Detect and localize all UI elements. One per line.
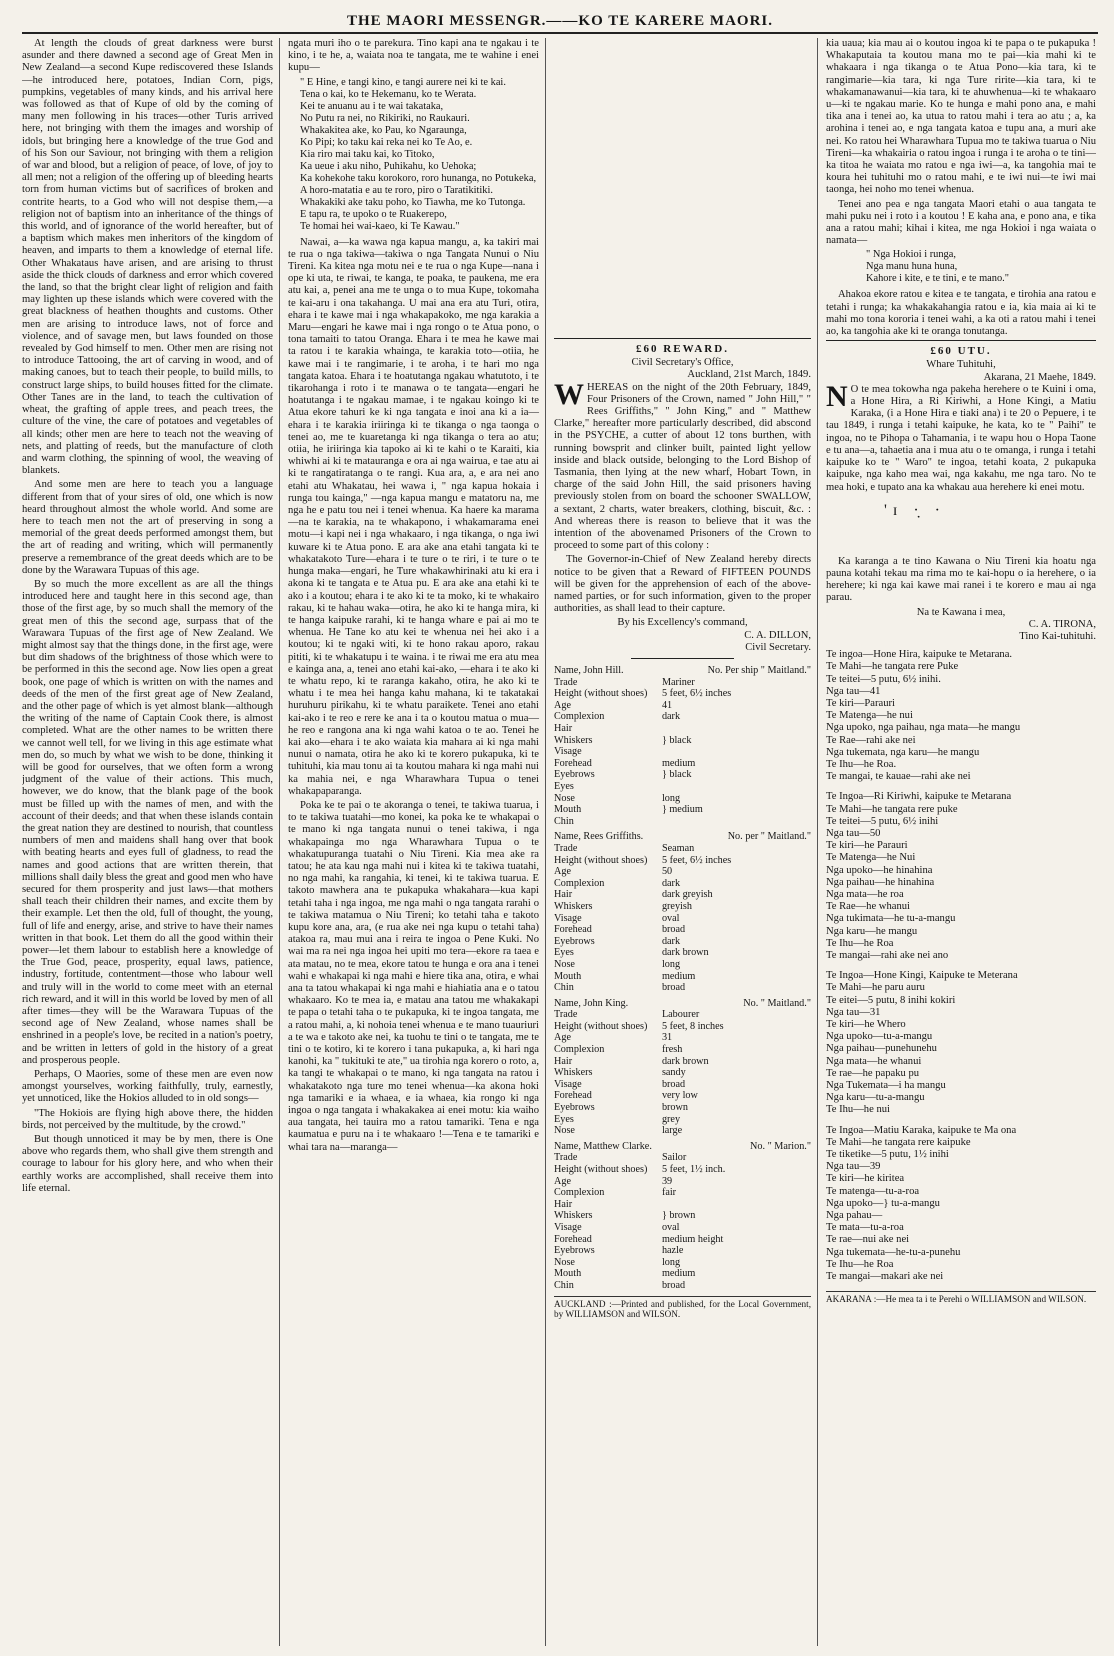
description-field: Mouth <box>554 970 582 982</box>
reward-body-text: HEREAS on the night of the 20th February, 1849, Four Prisoners of the Crown, named " John Hill," " Rees Griffiths," " John King," and " Matthew Clarke," hereafter more particularly described, did abscond in the PSYCHE, a cutter of about 12 tons burthen, with running bowsprit and clinker built, painted light yellow inside and black outside, belonging to the Lord Bishop of Tasmania, then lying at the new wharf, Hobart Town, in charge of the said John Hill, the said prisoners having previously stolen from on board the schooner SWALLOW, a sextant, 2 charts, water breakers, clothing, biscuit, &c. : And whereas there is reason to believe that it was the intention of the abovenamed Prisoners of the Crown to proceed to some part of this colony : <box>554 381 811 552</box>
description-value: 5 feet, 6½ inches <box>661 854 732 866</box>
description-field: Mouth <box>554 1268 582 1280</box>
description-value: broad <box>661 924 686 936</box>
description-line: Nga tukemata—he-tu-a-punehu <box>826 1246 961 1258</box>
description-field: Trade <box>554 676 578 688</box>
description-row <box>554 866 811 878</box>
description-line: Te rae—he papaku pu <box>826 1067 920 1079</box>
description-row <box>554 1257 811 1269</box>
prisoner-ship: No. " Marion." <box>750 1140 811 1152</box>
description-line: Nga karu—tu-a-mangu <box>826 1092 925 1104</box>
description-value: large <box>661 1125 683 1137</box>
description-value: broad <box>661 1078 686 1090</box>
description-row <box>554 816 811 828</box>
description-line: Te Ingoa—Matiu Karaka, kaipuke te Ma ona <box>826 1124 1017 1136</box>
description-field: Trade <box>554 1152 578 1164</box>
verse-line: Ka ueue i aku niho, Puhikahu, ko Uehoka; <box>300 160 477 172</box>
blank-space <box>554 38 811 338</box>
description-line: Te rae—nui ake nei <box>826 1234 910 1246</box>
description-value <box>662 723 811 735</box>
prisoner-table <box>554 831 811 993</box>
description-field: Age <box>554 1032 571 1044</box>
article-paragraph: Perhaps, O Maories, some of these men are even now amongst yourselves, working faithfully, truly, earnestly, yet unnoticed, like the Hokios alluded to in old songs— <box>22 1069 273 1105</box>
signer-title: Civil Secretary. <box>745 641 811 653</box>
description-value: medium height <box>661 1233 724 1245</box>
description-value: dark <box>661 935 681 947</box>
prisoner-name: Name, John King. <box>554 997 629 1009</box>
description-field: Hair <box>554 889 573 901</box>
description-row <box>554 677 811 689</box>
verse-line: Te homai hei wai-kaeo, ki Te Kawau." <box>300 220 460 232</box>
office-line: Civil Secretary's Office, <box>631 357 734 369</box>
verse-line: Nga manu huna huna, <box>866 261 958 273</box>
description-line: Nga upoko, nga paihau, nga mata—he mangu <box>826 722 1021 734</box>
description-line: Te mangai, te kauae—rahi ake nei <box>826 771 971 783</box>
prisoner-table <box>554 998 811 1137</box>
description-row <box>554 1268 811 1280</box>
description-field: Age <box>554 699 571 711</box>
description-line: Nga upoko—tu-a-mangu <box>826 1031 933 1043</box>
description-row <box>554 746 811 758</box>
description-field: Whiskers <box>554 734 593 746</box>
description-row <box>554 781 811 793</box>
description-row <box>554 1090 811 1102</box>
description-value: } black <box>661 734 692 746</box>
description-row <box>554 1234 811 1246</box>
description-row <box>554 711 811 723</box>
footer-imprint: AKARANA :—He mea ta i te Perehi o WILLIAMSON and WILSON. <box>826 1291 1096 1305</box>
description-line: Nga paihau—he hinahina <box>826 876 935 888</box>
verse-line: Tena o kai, ko te Hekemanu, ko te Werata. <box>300 88 477 100</box>
description-value: long <box>661 1256 681 1268</box>
hokioi-verse <box>866 249 1096 285</box>
description-line: Te mangai—makari ake nei <box>826 1271 944 1283</box>
description-row <box>554 982 811 994</box>
verse-line: Kei te anuanu au i te wai takataka, <box>300 100 444 112</box>
description-value: Mariner <box>661 676 695 688</box>
column-reward-notice <box>554 38 818 1646</box>
utu-date: Akarana, 21 Maehe, 1849. <box>983 371 1096 383</box>
description-row <box>554 793 811 805</box>
description-field: Eyebrows <box>554 769 595 781</box>
description-line: Te kiri—he Whero <box>826 1019 906 1031</box>
article-intro: ngata muri iho o te parekura. Tino kapi ana te ngakau i te kino, i te he, a, waiata noa te tangata, me te wahine i enei kupu— <box>288 38 539 74</box>
maori-prisoner-block <box>826 791 1096 962</box>
continued-paragraph: kia uaua; kia mau ai o koutou ingoa ki te papa o te pukapuka ! Whakaputaia ta koutou mana mo te pai—kia mahi ki te whakaara i nga tikanga o te Atua Pono—kia tara, ki te rangimarie—kia tara, ki nga Ture ririte—kia tara, ki te whakamanawanui—kia tara, ki te ahuwhenua—ki te whakaaro u—ki te ngakau marie. Ko te hunga e mahi pono ana, e mahi tika ana i tenei ao, ka utua to ratou mahi i tera ao atu ; a, ka arohina i tenei ao, e nga tangata katoa e tupu ana, a muri ake nei. Ko ratou hei Wharawhara Tupua mo te takiwa tuarua o Niu Tireni—ka whakairia o ratou ingoa i runga i te aroha o te tini—ka titoa he waiata mo ratou e nga iwi—a, ka tangohia mai te koura hei tuhituhi mo o ratou mahi, e te iwi nui—te iwi mai taonga, hei noho mo tenei whenua. <box>826 38 1096 196</box>
utu-body <box>826 379 1096 494</box>
description-line: Nga tukimata—he tu-a-mangu <box>826 913 956 925</box>
description-field: Hair <box>554 723 573 735</box>
description-row <box>554 1199 811 1211</box>
description-row <box>554 1280 811 1292</box>
description-value: hazle <box>661 1245 684 1257</box>
description-line: Nga tau—39 <box>826 1161 881 1173</box>
verse-line: Whakakiki ake taku poho, ko Tiawha, me ko Tutonga. <box>300 196 526 208</box>
description-row <box>554 700 811 712</box>
utu-body-2: Ka karanga a te tino Kawana o Niu Tireni kia hoatu nga pauna kotahi tekau ma rima mo te kai-hopu o ia herehere, o ia herehere; ki nga kai kawe mai ranei i te korero e mau ai nga parau. <box>826 555 1096 604</box>
prisoner-table <box>554 665 811 827</box>
description-value: } black <box>661 769 692 781</box>
description-row <box>554 889 811 901</box>
utu-body-text: O te mea tokowha nga pakeha herehere o te Kuini i oma, a Hone Hira, a Ri Kiriwhi, a Hone Kingi, a Matiu Karaka, (i a Hone Hira e tiaki ana) i te 20 o Pepuere, i te tau 1849, i runga i tetahi kaipuke, he kata, ko te " Paihi" te ingoa, no te Pihopa o Tahamania, i te wapu hou o Hopa Taone e tu ana—a, tahaetia ana i mua atu o te omanga, i runga i tetahi kaipuke ko te " Waro" te ingoa, tetahi koata, 2 pukapuka kaipuke, nga kaho mea wai, nga kakahu, me nga taro. No te mea hoki, e tupato ana ka whakau aua herehere ki enei motu. <box>826 383 1096 493</box>
description-row <box>554 913 811 925</box>
verse-line: E tapu ra, te upoko o te Ruakerepo, <box>300 208 447 220</box>
verse-line: Ka kohekohe taku korokoro, roro hunanga, no Potukeka, <box>300 172 537 184</box>
description-row <box>554 1021 811 1033</box>
description-field: Forehead <box>554 1233 592 1245</box>
description-value: medium <box>661 970 696 982</box>
description-line: Te Mahi—he paru auru <box>826 982 925 994</box>
description-field: Height (without shoes) <box>554 1164 648 1176</box>
description-row <box>554 769 811 781</box>
description-field: Visage <box>554 746 582 758</box>
description-line: Te mangai—rahi ake nei ano <box>826 950 949 961</box>
description-line: Te kiri—Parauri <box>826 697 895 709</box>
description-value: sandy <box>661 1067 686 1079</box>
prisoner-name: Name, Matthew Clarke. <box>554 1140 652 1152</box>
description-value: broad <box>661 982 686 994</box>
description-row <box>554 1032 811 1044</box>
description-row <box>554 804 811 816</box>
description-value: long <box>661 958 681 970</box>
description-value: oval <box>661 1221 680 1233</box>
description-line: Te kiri—he Parauri <box>826 840 908 852</box>
description-line: Te Ihu—he Roa <box>826 937 894 949</box>
description-line: Nga upoko—} tu-a-mangu <box>826 1197 940 1209</box>
prisoner-descriptions <box>554 665 811 1291</box>
description-field: Eyebrows <box>554 1245 595 1257</box>
description-line: Te mata—tu-a-roa <box>826 1222 904 1234</box>
description-row <box>554 1187 811 1199</box>
verse-line: Kahore i kite, e te tini, e te mano." <box>866 273 1010 285</box>
description-row <box>554 1210 811 1222</box>
description-field: Complexion <box>554 1187 605 1199</box>
description-field: Height (without shoes) <box>554 688 648 700</box>
command-line: By his Excellency's command, <box>617 617 748 629</box>
prisoner-ship: No. " Maitland." <box>743 997 811 1009</box>
description-row <box>554 758 811 770</box>
description-field: Eyes <box>554 1113 574 1125</box>
description-value: 41 <box>661 699 673 711</box>
description-line: Nga tau—41 <box>826 685 881 697</box>
utu-signer-title: Tino Kai-tuhituhi. <box>1019 630 1096 642</box>
description-value: Sailor <box>661 1152 687 1164</box>
description-value: dark brown <box>661 947 709 959</box>
description-field: Forehead <box>554 757 592 769</box>
description-field: Age <box>554 1175 571 1187</box>
description-value: fresh <box>661 1044 683 1056</box>
description-field: Nose <box>554 792 575 804</box>
description-line: Te ingoa—Hone Hira, kaipuke te Metarana. <box>826 649 1013 661</box>
verse-line: A horo-matatia e au te roro, piro o Taratikitiki. <box>300 184 493 196</box>
utu-signer: C. A. TIRONA, <box>1028 618 1096 630</box>
description-field: Hair <box>554 1198 573 1210</box>
description-row <box>554 959 811 971</box>
description-value: medium <box>661 757 696 769</box>
description-row <box>554 1222 811 1234</box>
description-field: Whiskers <box>554 900 593 912</box>
article-paragraph: But though unnoticed it may be by men, there is One above who regards them, who shall give them strength and courage to labour for his glory here, and who when their earthly works are accomplished, shall receive them into life eternal. <box>22 1134 273 1194</box>
notice-rule <box>554 338 811 339</box>
description-row <box>554 936 811 948</box>
utu-command: Na te Kawana i mea, <box>916 606 1006 618</box>
description-value <box>662 746 811 758</box>
description-line: Nga mata—he roa <box>826 888 904 900</box>
article-quote: "The Hokiois are flying high above there, the hidden birds, not perceived by the multitude, by the crowd." <box>22 1107 273 1131</box>
prisoner-ship: No. Per ship " Maitland." <box>707 665 811 677</box>
article-paragraph: By so much the more excellent as are all the things introduced here and taught here in this second age, than those of the first age, by so much shall the memory of the great men of this the second age, surpass that of the Warawara Tupuas of the first age of New Zealand. We might almost say that the things done, in the first age, were but dim shadows of the brightness of those which were to be performed in this the second age. Now lies open a great book, one page of which is written on with the names and deeds of the men of the first great age of New Zealand, and the other page of which is yet almost blank—although the writing of the name of Captain Cook there, is almost completed. What are the other names to be written there we cannot well tell, for we living in this age estimate what men do, so much by what we wish to be done, thinking it will be good for ourselves, that we often form a wrong judgment of the value of their actions. This much, however, we do know, that the blank page of the book must be filled up with the names of men, and with the account of their deeds; and that when these islands contain the great nation they are destined to nourish, that countless numbers of men and maidens shall hang over that book with beating hearts and eyes full of gladness, to read the names and good actions that are written therein, that millions shall daily bless the great and good men who have secured for them prosperity and just laws—that mothers shall teach their children their names, and excite them by their example. Let then the old, full of thought, the young, full of life and energy, arise, and strive to have their names written in that book. Let them do all the good within their power—let them labour to establish here a knowledge of the True God, peace, prosperity, equal laws, patience, industry, fortitude, contentment—those who labour well and truly will in the world to come meet with an eternal rich reward, and it will in this world be loved by men of all after times—they will be the Warawara Tupuas of the second age of New Zealand, whose names shall be enshrined in a people's love, be recited in a nation's poetry, and be written in letters of gold in the history of a great and prosperous people. <box>22 578 273 1066</box>
description-row <box>554 1125 811 1137</box>
paragraph: Tenei ano pea e nga tangata Maori etahi o aua tangata te mahi puku nei i roto i a koutou ! E kaha ana, e pono ana, e tika ana a ratou mahi; kihai i kitea, me nga Hokioi i nga waiata o namata— <box>826 198 1096 247</box>
description-field: Whiskers <box>554 1210 593 1222</box>
description-value: long <box>661 792 681 804</box>
column-english-article <box>22 38 280 1646</box>
description-value: fair <box>661 1187 677 1199</box>
prisoner-table <box>554 1141 811 1292</box>
maori-prisoner-descriptions <box>826 649 1096 1283</box>
description-row <box>554 1009 811 1021</box>
reward-body-2: The Governor-in-Chief of New Zealand hereby directs notice to be given that a Reward of FIFTEEN POUNDS will be given for the apprehension of each of the above-named parties, or for such information, given to the proper authorities, as shall lead to their capture. <box>554 554 811 615</box>
verse-line: " E Hine, e tangi kino, e tangi aurere nei ki te kai. <box>300 76 506 88</box>
description-field: Age <box>554 866 571 878</box>
description-value: dark greyish <box>661 889 713 901</box>
description-line: Te kiri—he kiritea <box>826 1173 905 1185</box>
description-value: 5 feet, 1½ inch. <box>661 1164 726 1176</box>
description-field: Height (without shoes) <box>554 854 648 866</box>
description-field: Complexion <box>554 877 605 889</box>
description-field: Forehead <box>554 1090 592 1102</box>
dropcap: W <box>554 377 584 411</box>
notice-rule <box>826 340 1096 341</box>
description-row <box>554 1067 811 1079</box>
description-line: Te Mahi—he tangata rere Puke <box>826 661 959 673</box>
description-value: dark <box>661 877 681 889</box>
signer-name: C. A. DILLON, <box>744 629 811 641</box>
description-field: Visage <box>554 1078 582 1090</box>
reward-body <box>554 377 811 553</box>
description-field: Trade <box>554 842 578 854</box>
description-value: 50 <box>661 866 673 878</box>
article-paragraph: Poka ke te pai o te akoranga o tenei, te takiwa tuarua, i to te takiwa tuatahi—mo konei, ka poka ke te whakapai o te mano ki nga tangata nunui o tenei takiwa, i nga whakapainga mo nga Wharawhara Tupua o te whakatupuranga tuatahi o Niu Tireni. Kia mea ake ra tatou; he ata kau nga mahi nui i kitea ki te takiwa tuatahi, no nga mahi, ka rangahia, ki tenei, ki te takiwa tuarua. E takoto mawhera ana te pukapuka whakahara—kua kapi tetahi taha i nga ingoa, me nga mahi o nga tangata rarahi o te takiwa matamua o Niu Tireni; ko tetahi taha e takoto kupu kore ana, ara, (e rua ake nei nga kupu o tetahi taha) atakoa ra, mau mui ana i reira te ingoa o Pene Kuki. No wai ma ra nei nga ingoa hei upiti mo tera—ekore ra taea e ata matau, no te mea, ekore tatou te hunga e ora ana i tenei wahi e whakapai ki nga mahi e hiere tika ana, otira, e whai ana ta tatou whakapai ki nga mahi e hiahiatia ana e o tatou whakaaro. Ko te mea ia, e matau ana tatou me whakakapi te papa o tetahi taha o te pukapuka, ki te ingoa tangata, me a ratou mahi, a, ki nohoia tenei whenua e te mano tuauriuri a te wa e takoto ake nei, ka tuohu te tini o te tangata, me te tini o te kotiro, ki te korero i tana pukapuka, a, ki hari nga kanohi, ka " tukituki te ate," ua tirohia nga korero o roto, a, ka tangi te whakapai o te mano, ki nga tangata na ratou i whakatakoto nga ture mo tenei whenua—ka akona hoki nga tamariki e ia whaea, e ia whaea, kia rongo ki nga ingoa o nga tangata i whakakakea ai enei motu: kia waiho aua tangata, hei tauira mo a ratou tamariki. Tena e nga kaumatua e puru na i te whakaaro !—Tena e te tamariki e whai tara na—maranga— <box>288 799 539 1153</box>
paragraph: Ahakoa ekore ratou e kitea e te tangata, e tirohia ana ratou e tetahi i runga; ka whakakahangia ratou e ia, kia maia ai ki te mahi mo tona kororia i tenei wahi, a ka oti a ratou mahi i tenei ao, ka tangohia ake ki te oranga tonutanga. <box>826 289 1096 338</box>
article-paragraph: Nawai, a—ka wawa nga kapua mangu, a, ka takiri mai te rua o nga takiwa—takiwa o nga Tangata Nunui o Niu Tireni. Ka kitea nga motu nei e te rua o nga Kupe—nana i ope ki uta, te riwai, te kanga, te poaka, te paukena, me era atu kai, a, penei ana me te unga o to mua Kupe, tokomaha te kai-aru i ona takahanga. U mai ana era atu Turi, otira, ehara i te kawe mai i nga whakapakoko, me nga karakia a Maru—engari he kawe mai i nga rongo o te Atua pono, o tona tamaiti to tatou Oranga. Ehara i te mea he kawe mai ta ratou i te karakia whainga, te karakia toto—otiia, he kawe mai i te rangimarie, i te aroha, i te hari mo nga tangata katoa. Ehara i te hoatutanga ngakau whatutoto, i te tikarohanga i roto i te manawa o te tangata—engari he hoatutanga i te ngakau mamae, i te ngakau koingo ki te Atua ekore tahuri ke ki nga tangata e inoi ana ki a ia—ehara i te karakia iriiringa ki te tikanga o nga taonga o tenei ao, me te kuaretanga ki nga tikanga o tera ao atu; otiia, he iriiringa kia tapoko ai ki te kahi o te Karaiti, kia whiwhi ai ki te matauranga e ora ai nga wairua, e tae atu ai ki te rangatiratanga o te rangi. Kua ara, a, e ara nei ano etahi atu Whakatau, hei wawa i, " nga kapua hokaia i runga tou kainga," —nga kapua mangu e matatoru na, me nga he e patu tou nei i tenei whenua. Ka haere ka marama—na te karakia, na te whakapono, i whakamarama enei motu—i kapi nei i nga whakaaro, i nga tikanga, o nga iwi kuware ki te Atua pono. E ara ake ana etahi tangata ki te whakatakoto Ture—ehara i te ture o te riri, i te ture o te hunga maka—engari, he Ture whakawhirinaki atu ki era i akona ki te tangata e te Atua pu. E ara ake ana etahi ki te ako i a koutou; ehara i te ako ki te ta moko, ki te whakairo rakau, ki te hahau waka—otira, he ako ki te hanga mira, ki te hanga kaipuke rarahi, ki te hanga whare e pai ai mo te whenua. He Tane ko atu kei te whenua nei hei ako i a koutou; ki te ngaki witi, ki te hono rakau aporo, rakau pititi, ki te whakatupu i te waina. i te riwai me era atu mea e kainga ana, a, tenei ano etahi kai-ako, —ehara i te ako ki te whatu repo, ki te raranga kakaho, otira, he ako ki te whatu i te mea hei hanga kahu mahana, ki te takatakai huruhuru pirikahu, ki te whatu paraikete. Tenei ano etahi kai-ako i te reo e rere ke ana i ta o koutou matua o mua—he reo e rangona ana ki nga wahi katoa o te ao. Tenei he kai ako—ehara i te ako waiata kia mahara ai ki nga mahi nunui o namata, otira he ako ki te korero pukapuka, ki te tuhituhi, kia mau tonu ai ta koutou mahara ki nga mahi nui ka mahia nei, e nga Wharawhara Tupua o tenei whakapaparanga. <box>288 236 539 797</box>
columns <box>22 38 1098 1646</box>
description-row <box>554 843 811 855</box>
description-value: Labourer <box>661 1009 700 1021</box>
verse-line: Whakakitea ake, ko Pau, ko Ngaraunga, <box>300 124 467 136</box>
divider <box>631 658 734 659</box>
prisoner-name: Name, John Hill. <box>554 665 624 677</box>
description-line: Te Ihu—he nui <box>826 1104 890 1116</box>
masthead-rule <box>22 32 1098 34</box>
description-line: Te teitei—5 putu, 6½ inihi. <box>826 673 941 685</box>
description-row <box>554 1164 811 1176</box>
verse-line: " Nga Hokioi i runga, <box>866 249 956 261</box>
description-line: Te Ingoa—Hone Kingi, Kaipuke te Meterana <box>826 970 1018 982</box>
description-line: Te teitei—5 putu, 6½ inihi <box>826 815 939 827</box>
description-line: Nga tau—31 <box>826 1006 881 1018</box>
description-field: Nose <box>554 958 575 970</box>
description-value: oval <box>661 912 680 924</box>
column-maori-notice <box>826 38 1096 1646</box>
description-line: Te Ihu—he Roa. <box>826 758 897 770</box>
description-value <box>662 781 811 793</box>
date-line: Auckland, 21st March, 1849. <box>687 369 811 381</box>
description-line: Nga paihau—punehunehu <box>826 1043 937 1055</box>
description-value: 5 feet, 8 inches <box>661 1020 724 1032</box>
description-field: Mouth <box>554 804 582 816</box>
description-value <box>662 1199 811 1211</box>
description-field: Forehead <box>554 924 592 936</box>
description-row <box>554 1044 811 1056</box>
description-line: Nga tukemata, nga karu—he mangu <box>826 746 980 758</box>
description-line: Te Matenga—he Nui <box>826 852 916 864</box>
verse-line: No Putu ra nei, no Rikiriki, no Raukauri. <box>300 112 470 124</box>
article-paragraph: And some men are here to teach you a language different from that of your sires of old, one which is now heard throughout almost the whole world. And some are here to teach men not the art of preserving in song a memorial of the great deeds performed amongst them, but the art of reading and writing, which will permanently preserve a remembrance of the great deeds which are to be done by the Warawara Tupuas of this age. <box>22 479 273 576</box>
description-line: Te tiketike—5 putu, 1½ inihi <box>826 1149 949 1161</box>
description-value: very low <box>661 1090 698 1102</box>
description-field: Visage <box>554 1221 582 1233</box>
description-field: Nose <box>554 1125 575 1137</box>
description-field: Chin <box>554 815 574 827</box>
description-field: Chin <box>554 982 574 994</box>
description-row <box>554 688 811 700</box>
waiata-verse <box>300 77 539 233</box>
description-row <box>554 1176 811 1188</box>
description-field: Complexion <box>554 1044 605 1056</box>
description-field: Eyes <box>554 947 574 959</box>
description-line: Nga Tukemata—i ha mangu <box>826 1080 946 1092</box>
prisoner-name: Name, Rees Griffiths. <box>554 831 644 843</box>
description-row <box>554 855 811 867</box>
description-row <box>554 878 811 890</box>
description-line: Nga upoko—he hinahina <box>826 864 933 876</box>
utu-title: £60 UTU. <box>930 345 992 358</box>
description-row <box>554 924 811 936</box>
description-field: Eyebrows <box>554 1102 595 1114</box>
description-row <box>554 1114 811 1126</box>
maori-prisoner-block <box>826 649 1096 783</box>
description-value: } medium <box>661 804 703 816</box>
description-value: 31 <box>661 1032 673 1044</box>
description-row <box>554 1102 811 1114</box>
description-row <box>554 947 811 959</box>
description-value: dark brown <box>661 1055 709 1067</box>
verse-line: Kia riro mai taku kai, ko Titoko, <box>300 148 435 160</box>
description-value: dark <box>661 711 681 723</box>
description-line: Te Mahi—he tangata rere kaipuke <box>826 1136 971 1148</box>
description-field: Trade <box>554 1009 578 1021</box>
reward-title: £60 REWARD. <box>636 343 729 355</box>
description-line: Te Ingoa—Ri Kiriwhi, kaipuke te Metarana <box>826 791 1012 803</box>
description-value: greyish <box>661 900 692 912</box>
description-row <box>554 901 811 913</box>
description-row <box>554 1056 811 1068</box>
description-field: Visage <box>554 912 582 924</box>
description-line: Te Rae—rahi ake nei <box>826 734 916 746</box>
description-value: Seaman <box>661 842 695 854</box>
description-line: Te Matenga—he nui <box>826 710 913 722</box>
description-field: Hair <box>554 1055 573 1067</box>
description-field: Whiskers <box>554 1067 593 1079</box>
description-line: Nga mata—he whanui <box>826 1055 922 1067</box>
description-line: Te eitei—5 putu, 8 inihi kokiri <box>826 994 956 1006</box>
description-line: Nga karu—he mangu <box>826 925 918 937</box>
maori-prisoner-block <box>826 970 1096 1116</box>
description-line: Te Rae—he whanui <box>826 901 910 913</box>
description-value: grey <box>661 1113 681 1125</box>
description-value: 5 feet, 6½ inches <box>661 688 732 700</box>
description-line: Te matenga—tu-a-roa <box>826 1185 920 1197</box>
description-line: Nga tau—50 <box>826 827 881 839</box>
description-value <box>662 816 811 828</box>
description-field: Height (without shoes) <box>554 1020 648 1032</box>
ink-marks: 'ɪ ·̣̣ · <box>884 501 946 519</box>
description-line: Te Mahi—he tangata rere puke <box>826 803 958 815</box>
utu-office: Whare Tuhituhi, <box>926 359 996 371</box>
description-field: Nose <box>554 1256 575 1268</box>
column-maori-article <box>288 38 546 1646</box>
description-field: Chin <box>554 1279 574 1291</box>
description-row <box>554 1152 811 1164</box>
description-value: } brown <box>661 1210 696 1222</box>
article-paragraph: At length the clouds of great darkness were burst asunder and there dawned a second age of Great Men in New Zealand—a second Kupe rediscovered these Islands—he introduced here, potatoes, Indian Corn, pigs, pumpkins, vegetables of many kinds, and his arrival here was followed as that of Kupe of old by the coming of many men following in his traces—other Turis arrived here, not bringing with them the images and worship of idols, but bringing here a knowledge of the true God and of his Son our Saviour, not bringing with them a religion of war and blood, but a religion of peace, of love, of joy to all men; not a religion of the offering up of bleeding hearts torn from human victims but of sacrifices of broken and contrite hearts, to a God who will not despise them,—a religion not of baptism into an inheritance of the things of this world, and of ignorance of the world hereafter, but of a baptism which makes men inheritors of the kingdom of heaven, and imparts to them a knowledge of eternal life. Other Whakataus have arisen, and are arising to thrust aside the thick clouds of darkness and error which covered the land, so that the bright clear light of religion and faith may lighten up these islands which were covered with the great blackness of heathen thoughts and customs. Other men are arising to introduce laws, not of force and violence, and of savage men, but laws founded on those revealed by God himself to men. Other men are rising not to introduce Tattooing, the art of carving in wood, and of making canoes, but to teach their people, to build mills, to construct large ships, to build houses fitted for the climate. Other Tanes are in the land, to teach the cultivation of wheat, the grafting of apple trees, and peach trees, the culture of the vine, the care of potatoes and vegetables of all kinds; other men are here to teach not the weaving of nets, and platting of reeds, but the manufacture of cloth and warm clothing, the spinning of wool, the weaving of blankets. <box>22 38 273 477</box>
description-value: broad <box>661 1279 686 1291</box>
description-value: medium <box>661 1268 696 1280</box>
description-field: Eyebrows <box>554 935 595 947</box>
footer-imprint: AUCKLAND :—Printed and published, for the Local Government, by WILLIAMSON and WILSON. <box>554 1296 811 1320</box>
description-value: 39 <box>661 1175 673 1187</box>
description-line: Nga pahau— <box>826 1210 883 1222</box>
masthead: THE MAORI MESSENGR.——KO TE KARERE MAORI. <box>346 13 773 29</box>
description-row <box>554 723 811 735</box>
maori-prisoner-block <box>826 1125 1096 1284</box>
description-field: Complexion <box>554 711 605 723</box>
description-row <box>554 735 811 747</box>
prisoner-ship: No. per " Maitland." <box>727 831 811 843</box>
verse-line: Ko Pipi; ko taku kai reka nei ko Te Ao, e. <box>300 136 473 148</box>
description-row <box>554 1245 811 1257</box>
dropcap: N <box>826 379 848 413</box>
description-row <box>554 1079 811 1091</box>
description-row <box>554 971 811 983</box>
description-value: brown <box>661 1102 688 1114</box>
description-line: Te Ihu—he Roa <box>826 1258 894 1270</box>
description-field: Eyes <box>554 781 574 793</box>
